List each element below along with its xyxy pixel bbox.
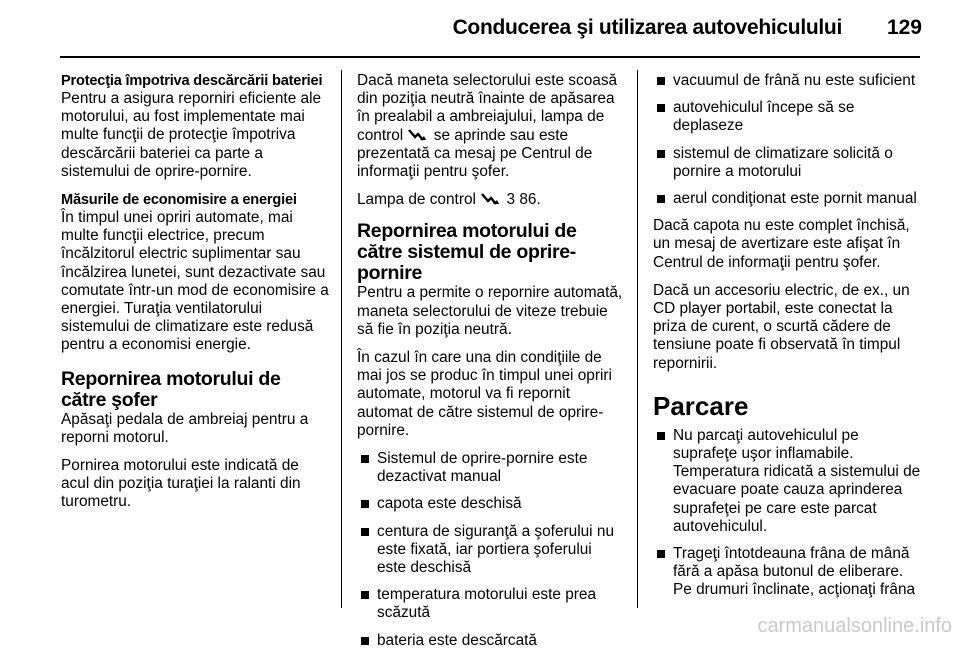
list-item: Trageţi întotdeauna frâna de mână fără a apăsa butonul de eliberare. Pe drumuri înclinate, acţionaţi frâna	[653, 545, 925, 600]
list-item: Sistemul de oprire-pornire este dezactivat manual	[357, 450, 625, 486]
list-item: capota este deschisă	[357, 495, 625, 513]
subheading-energy-saving: Măsurile de economisire a energiei	[61, 192, 297, 209]
column-left	[61, 72, 329, 522]
parking-list	[653, 427, 925, 600]
text-span: Dacă maneta selectorului este scoasă din poziţia neutră înainte de apăsarea în prealabil a ambreiajului, lampa de control	[357, 72, 618, 144]
conditions-list-continued	[653, 72, 925, 208]
paragraph: În timpul unei opriri automate, mai multe funcţii electrice, precum încălzitorul electric suplimentar sau încălzirea lunetei, sunt dezactivate sau comutate într-un mod de economisire a energiei. Turaţia ventilatorului sistemului de climatizare este redusă pentru a economisi energie.	[61, 209, 329, 354]
list-item: vacuumul de frână nu este suficient	[653, 72, 925, 90]
subheading-battery-protection: Protecţia împotriva descărcării bateriei	[61, 73, 323, 89]
paragraph: Pentru a asigura reporniri eficiente ale motorului, au fost implementate mai multe funcţii de protecţie împotriva descărcării bateriei ca parte a sistemului de oprire-pornire.	[61, 90, 322, 180]
text-span: se aprinde sau este prezentată ca mesaj pe Centrul de informaţii pentru şofer.	[357, 126, 593, 181]
column-divider-1	[341, 70, 342, 608]
page-reference[interactable]: 3 86.	[506, 191, 541, 209]
list-item: temperatura motorului este prea scăzută	[357, 586, 625, 622]
heading-system-restart: Repornirea motorului de către sistemul de oprire-pornire	[357, 220, 577, 285]
list-item: Nu parcaţi autovehiculul pe suprafeţe uşor inflamabile. Temperatura ridicată a sistemului de evacuare poate cauza aprinderea suprafeţei pe care este parcat autovehiculul.	[653, 427, 925, 536]
paragraph: În cazul în care una din condiţiile de mai jos se produc în timpul unei opriri automate, motorul va fi repornit automat de către sistemul de oprire-pornire.	[357, 349, 612, 439]
list-item: aerul condiţionat este pornit manual	[653, 190, 925, 208]
page-title: Conducerea şi utilizarea autovehiculului	[452, 16, 842, 39]
paragraph-lamp-ref	[357, 191, 625, 209]
heading-parking: Parcare	[653, 390, 749, 421]
watermark: carmanualsonline.info	[757, 615, 952, 637]
autostop-lamp-icon	[480, 192, 502, 206]
column-middle	[357, 72, 625, 659]
heading-driver-restart: Repornirea motorului de către şofer	[61, 367, 281, 411]
header-divider	[60, 56, 920, 58]
paragraph-control-lamp	[357, 72, 625, 181]
autostop-lamp-icon	[407, 128, 429, 142]
column-divider-2	[637, 70, 638, 608]
list-item: centura de siguranţă a şoferului nu este fixată, iar portiera şoferului este deschisă	[357, 523, 625, 578]
text-span: Lampa de control	[357, 191, 481, 209]
paragraph: Pornirea motorului este indicată de acul din poziţia turaţiei la ralanti din turometru.	[61, 457, 301, 511]
page-number: 129	[886, 16, 922, 39]
paragraph: Dacă un accesoriu electric, de ex., un CD player portabil, este conectat la priza de curent, o scurtă cădere de tensiune poate fi observată în timpul repornirii.	[653, 281, 910, 372]
page-header	[0, 0, 960, 60]
paragraph: Dacă capota nu este complet închisă, un mesaj de avertizare este afişat în Centrul de informaţii pentru şofer.	[653, 217, 910, 271]
list-item: bateria este descărcată	[357, 632, 625, 650]
list-item: sistemul de climatizare solicită o pornire a motorului	[653, 145, 925, 181]
paragraph: Apăsaţi pedala de ambreiaj pentru a reporni motorul.	[61, 410, 309, 446]
conditions-list	[357, 450, 625, 650]
column-right	[653, 72, 925, 609]
paragraph: Pentru a permite o repornire automată, maneta selectorului de viteze trebuie să fie în poziţia neutră.	[357, 284, 623, 338]
list-item: autovehiculul începe să se deplaseze	[653, 99, 925, 135]
